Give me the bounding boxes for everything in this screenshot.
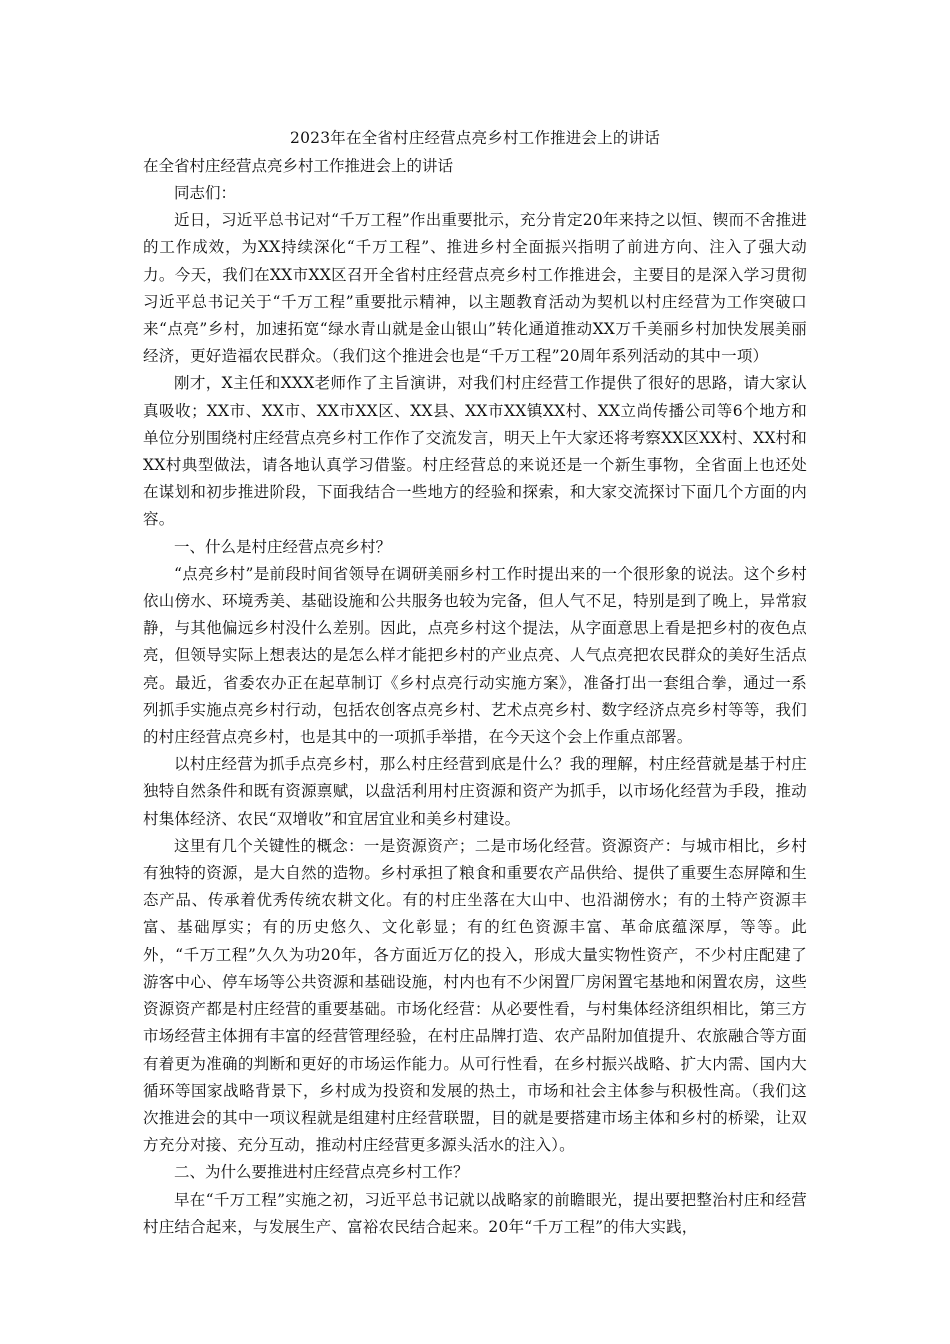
greeting: 同志们：	[174, 184, 237, 202]
section-heading-1: 一、什么是村庄经营点亮乡村？	[174, 537, 392, 556]
paragraph-lighting-village: “点亮乡村”是前段时间省领导在调研美丽乡村工作时提出来的一个很形象的说法。这个乡村依山傍水、环境秀美、基础设施和公共服务也较为完备，但人气不足，特别是到了晚上，异常寂静，与其他偏远乡村没什么差别。因此，点亮乡村这个提法，从字面意思上看是把乡村的夜色点亮，但领导实际上想表达的是怎么样才能把乡村的产业点亮、人气点亮把农民群众的美好生活点亮。最近，省委农办正在起草制订《乡村点亮行动实施方案》，准备打出一套组合拳，通过一系列抓手实施点亮乡村行动，包括农创客点亮乡村、艺术点亮乡村、数字经济点亮乡村等等，我们的村庄经营点亮乡村，也是其中的一项抓手举措，在今天这个会上作重点部署。	[143, 564, 807, 747]
paragraph-village-operation: 以村庄经营为抓手点亮乡村，那么村庄经营到底是什么？我的理解，村庄经营就是基于村庄独特自然条件和既有资源禀赋，以盘活利用村庄资源和资产为抓手，以市场化经营为手段，推动村集体经济、农民“双增收”和宜居宜业和美乡村建设。	[143, 755, 807, 828]
document-subtitle: 在全省村庄经营点亮乡村工作推进会上的讲话	[143, 157, 454, 175]
document-title: 2023年在全省村庄经营点亮乡村工作推进会上的讲话	[290, 129, 660, 147]
paragraph-intro: 近日，习近平总书记对“千万工程”作出重要批示，充分肯定20年来持之以恒、锲而不舍推进的工作成效，为XX持续深化“千万工程”、推进乡村全面振兴指明了前进方向、注入了强大动力。今天，我们在XX市XX区召开全省村庄经营点亮乡村工作推进会，主要目的是深入学习贯彻习近平总书记关于“千万工程”重要批示精神，以主题教育活动为契机以村庄经营为工作突破口来“点亮”乡村，加速拓宽“绿水青山就是金山银山”转化通道推动XX万千美丽乡村加快发展美丽经济，更好造福农民群众。（我们这个推进会也是“千万工程”20周年系列活动的其中一项）	[143, 211, 807, 366]
paragraph-key-concepts: 这里有几个关键性的概念：一是资源资产；二是市场化经营。资源资产：与城市相比，乡村有独特的资源，是大自然的造物。乡村承担了粮食和重要农产品供给、提供了重要生态屏障和生态产品、传承着优秀传统农耕文化。有的村庄坐落在大山中、也沿湖傍水；有的土特产资源丰富、基础厚实；有的历史悠久、文化彰显；有的红色资源丰富、革命底蕴深厚，等等。此外，“千万工程”久久为功20年，各方面近万亿的投入，形成大量实物性资产，不少村庄配建了游客中心、停车场等公共资源和基础设施，村内也有不少闲置厂房闲置宅基地和闲置农房，这些资源资产都是村庄经营的重要基础。市场化经营：从必要性看，与村集体经济组织相比，第三方市场经营主体拥有丰富的经营管理经验，在村庄品牌打造、农产品附加值提升、农旅融合等方面有着更为准确的判断和更好的市场运作能力。从可行性看，在乡村振兴战略、扩大内需、国内大循环等国家战略背景下，乡村成为投资和发展的热土，市场和社会主体参与积极性高。（我们这次推进会的其中一项议程就是组建村庄经营联盟，目的就是要搭建市场主体和乡村的桥梁，让双方充分对接、充分互动，推动村庄经营更多源头活水的注入）。	[143, 836, 807, 1155]
paragraph-history: 早在“千万工程”实施之初，习近平总书记就以战略家的前瞻眼光，提出要把整治村庄和经营村庄结合起来，与发展生产、富裕农民结合起来。20年“千万工程”的伟大实践，	[143, 1190, 807, 1236]
document-page	[143, 124, 807, 1241]
paragraph-summary: 刚才，X主任和XXX老师作了主旨演讲，对我们村庄经营工作提供了很好的思路，请大家认真吸收；XX市、XX市、XX市XX区、XX县、XX市XX镇XX村、XX立尚传播公司等6个地方和单位分别围绕村庄经营点亮乡村工作作了交流发言，明天上午大家还将考察XX区XX村、XX村和XX村典型做法，请各地认真学习借鉴。村庄经营总的来说还是一个新生事物，全省面上也还处在谋划和初步推进阶段，下面我结合一些地方的经验和探索，和大家交流探讨下面几个方面的内容。	[143, 374, 808, 529]
section-heading-2: 二、为什么要推进村庄经营点亮乡村工作？	[174, 1163, 469, 1182]
